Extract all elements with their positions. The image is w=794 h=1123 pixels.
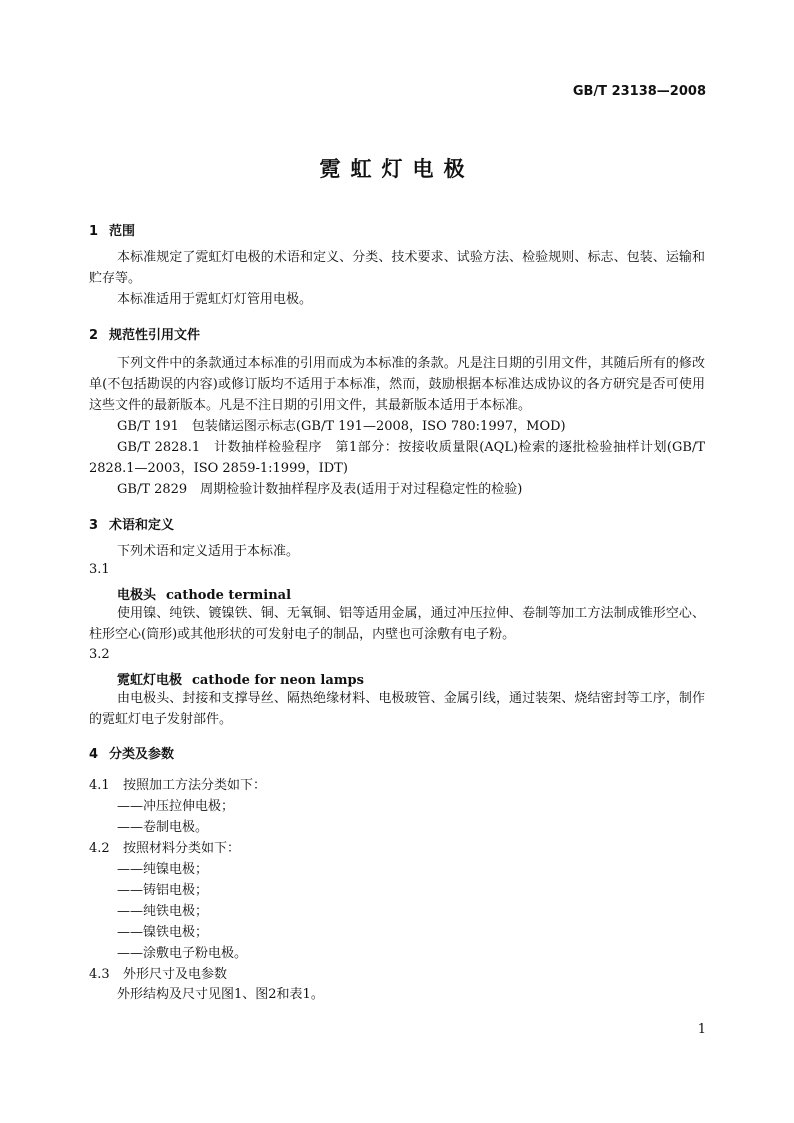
list-item: ——卷制电极。 [117,820,209,835]
clause-4-1 [89,774,266,793]
term-3-1-title [117,584,291,603]
section-3-heading [89,514,174,533]
term-3-1-number: 3.1 [89,562,110,577]
section-1-heading [89,220,135,239]
page-number: 1 [697,1022,706,1037]
term-3-2-title [117,669,364,688]
clause-4-3 [89,963,227,982]
scope-paragraph-2: 本标准适用于霓虹灯灯管用电极。 [117,292,313,307]
clause-text: 按照加工方法分类如下： [123,778,267,793]
clause-4-2 [89,837,240,856]
term-3-2-definition: 由电极头、封接和支撑导丝、隔热绝缘材料、电极玻管、金属引线，通过装架、烧结密封等工序，制作的霓虹灯电子发射部件。 [89,691,705,727]
reference-gb-t-2829: GB/T 2829 周期检验计数抽样程序及表(适用于对过程稳定性的检验) [117,482,523,497]
list-item: ——镍铁电极； [117,925,209,940]
term-en: cathode terminal [166,588,292,603]
section-number: 3 [89,518,99,533]
scope-paragraph-1: 本标准规定了霓虹灯电极的术语和定义、分类、技术要求、试验方法、检验规则、标志、包装、运输和贮存等。 [89,250,705,286]
list-item: ——纯镍电极； [117,862,209,877]
reference-gb-t-191: GB/T 191 包装储运图示标志(GB/T 191—2008，ISO 780:1997，MOD) [117,419,566,434]
section-number: 2 [89,328,99,343]
list-item: ——铸铝电极； [117,883,209,898]
term-3-1-definition: 使用镍、纯铁、镀镍铁、铜、无氧铜、铝等适用金属，通过冲压拉伸、卷制等加工方法制成锥形空心、柱形空心(筒形)或其他形状的可发射电子的制品，内壁也可涂敷有电子粉。 [89,606,705,642]
term-en: cathode for neon lamps [192,673,364,688]
document-title: 霓虹灯电极 [319,157,475,181]
terms-intro-paragraph: 下列术语和定义适用于本标准。 [117,544,300,559]
section-title: 范围 [109,224,136,239]
list-item: ——纯铁电极； [117,904,209,919]
section-title: 分类及参数 [109,747,175,762]
section-title: 术语和定义 [109,518,175,533]
term-cn: 电极头 [117,588,157,603]
clause-text: 按照材料分类如下： [123,841,241,856]
references-intro-paragraph: 下列文件中的条款通过本标准的引用而成为本标准的条款。凡是注日期的引用文件，其随后所有的修改单(不包括勘误的内容)或修订版均不适用于本标准，然而，鼓励根据本标准达成协议的各方研究是否可使用这些文件的最新版本。凡是不注日期的引用文件，其最新版本适用于本标准。 [89,356,705,413]
section-number: 1 [89,224,99,239]
term-3-2-number: 3.2 [89,647,110,662]
clause-number: 4.2 [89,841,110,856]
dimensions-paragraph: 外形结构及尺寸见图1、图2和表1。 [117,987,324,1002]
clause-text: 外形尺寸及电参数 [123,967,228,982]
section-2-heading [89,324,200,343]
list-item: ——涂敷电子粉电极。 [117,946,248,961]
section-number: 4 [89,747,99,762]
reference-gb-t-2828-1: GB/T 2828.1 计数抽样检验程序 第1部分：按接收质量限(AQL)检索的逐批检验抽样计划(GB/T 2828.1—2003，ISO 2859-1:1999，IDT) [89,440,705,476]
standard-code-header: GB/T 23138—2008 [572,84,706,99]
clause-number: 4.1 [89,778,110,793]
section-title: 规范性引用文件 [109,328,201,343]
term-cn: 霓虹灯电极 [117,673,183,688]
list-item: ——冲压拉伸电极； [117,799,235,814]
section-4-heading [89,743,174,762]
clause-number: 4.3 [89,967,110,982]
